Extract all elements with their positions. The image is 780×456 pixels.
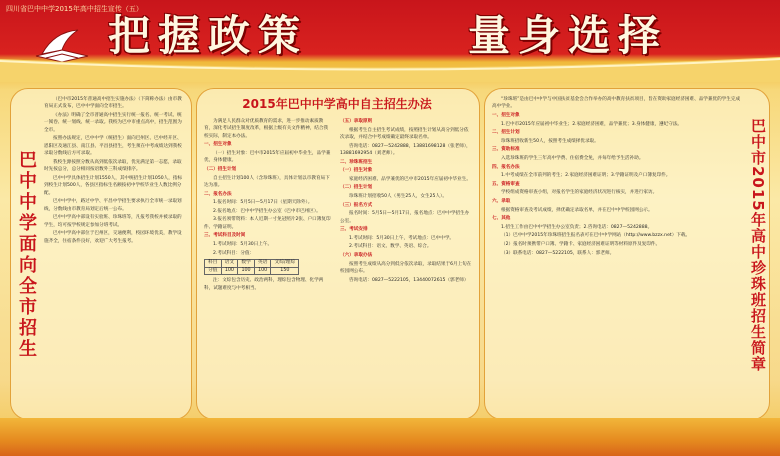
section-heading: （五）录取原则 — [340, 119, 373, 124]
paragraph: 自主招生计划100人（含珍珠班），具体计划以市教育局下达为准。 — [204, 175, 330, 188]
paragraph: （巴中市2015年普通高中招生实施办法）（下简称办法）由市教育局正式发布，巴中中学面向全市招生。 — [44, 97, 182, 110]
score-table-cell: 100 — [254, 267, 271, 275]
section-heading: 六、录取 — [492, 198, 511, 204]
paragraph: 1.招生工作由巴中中学招生办公室负责；2.咨询电话：0827—5242888。 — [501, 224, 653, 230]
paragraph: 1.中考成绩在全市前列的考生；2.家庭经济困难证明；3.学籍证明及户口簿复印件。 — [501, 173, 671, 179]
section-heading: 三、资助标准 — [492, 147, 520, 153]
paragraph: 家庭经济困难、品学兼优的巴中市2015年应届初中毕业生。 — [349, 176, 471, 182]
score-table-cell: 100 — [221, 267, 238, 275]
section-heading: （二）招生计划 — [204, 167, 237, 172]
score-table-cell: 150 — [271, 267, 299, 275]
paragraph: 按照考生成绩从高分到低分依次录取，录取结果于6月上旬在校园网公布。 — [340, 261, 472, 274]
paragraph: 学校组成资格审查小组，对报名学生的家庭经济状况进行核实，并进行家访。 — [501, 190, 658, 196]
paragraph: 根据资格审查及考试成绩，择优确定录取名单，并在巴中中学校园网公示。 — [501, 207, 653, 213]
paragraph: 巴中中学具体招生计划1550人，其中统招生计划1050人，指标到校生计划500人，各县区指标生名额按初中学校毕业生人数比例分配。 — [44, 175, 183, 196]
score-table-header: 科目 — [205, 259, 222, 267]
paragraph: （2）报名时须携带户口簿、学籍卡、家庭经济困难证明等材料原件及复印件。 — [501, 241, 661, 247]
section-heading: 二、珍珠班招生 — [340, 159, 373, 165]
section-heading: （一）招生对象 — [340, 168, 373, 174]
paragraph: 注：文综包含历史、政治两科，理综包含物理、化学两科，试题难度与中考相当。 — [204, 278, 324, 291]
section-heading: 一、招生对象 — [204, 142, 232, 148]
paragraph: 1.考试时间：5月30日上午，考试地点：巴中中学。 — [349, 235, 455, 241]
bottom-band — [0, 418, 780, 456]
section-heading: （六）录取办法 — [340, 252, 373, 258]
header-topline: 四川省巴中中学2015年高中招生宣传（五） — [6, 5, 143, 13]
section-heading: 四、报名办法 — [492, 164, 520, 170]
paragraph: 1.报名时间：5月5日—5月17日（星期天除外）。 — [213, 200, 313, 206]
paragraph: 珍珠班招收新生50人，按照考生成绩择优录取。 — [501, 138, 599, 144]
left-panel-text — [44, 96, 184, 408]
score-table-header: 文综/理综 — [271, 259, 299, 267]
paragraph: 咨询电话：0827—5222105，13440072615（郭老师） — [349, 277, 469, 283]
score-table-cell: 分值 — [205, 267, 222, 275]
section-heading: 三、考试科目及时间 — [204, 233, 246, 239]
paragraph: 按照办法规定，巴中中学（统招生）面向巴州区、巴中经开区、恩阳区及通江县、南江县、平昌县招生，考生须在中考成绩达到我校录取分数线后方可录取。 — [44, 136, 182, 157]
paragraph: 《办法》明确了全市普通高中招生实行统一报名、统一考试、统一阅卷、统一划线、统一录取。我校为巴中市重点高中，招生范围为全市。 — [44, 113, 182, 133]
section-heading: 二、招生计划 — [492, 130, 520, 136]
section-heading: 七、其他 — [492, 216, 511, 222]
left-panel-title: 巴中中学面向全市招生 — [16, 150, 37, 360]
score-table-header: 数学 — [238, 259, 255, 267]
section-heading: （三）报名方式 — [340, 202, 373, 208]
paragraph: “珍珠班”是由巴中中学与中国扶贫基金会合作举办的高中教育扶贫项目，旨在资助家庭经济困难、品学兼优的学生完成高中学业。 — [492, 97, 741, 110]
paragraph: 2.考试科目：分值： — [213, 250, 255, 256]
score-table-header: 英语 — [254, 259, 271, 267]
score-table-header: 语文 — [221, 259, 238, 267]
paragraph: 咨询电话：0827—5242888，13881698128（张老师），13881692954（刘老师）。 — [340, 143, 471, 156]
section-heading: 一、招生对象 — [492, 113, 520, 118]
paragraph: 报名时间：5月5日—5月17日，报名地点：巴中中学招生办公室。 — [340, 211, 470, 224]
right-panel-title: 巴中市2015年高中珍珠班招生简章 — [749, 118, 767, 372]
section-heading: （二）招生计划 — [340, 185, 373, 191]
header-swoosh — [0, 52, 780, 82]
middle-column-2 — [340, 118, 472, 412]
section-heading: 二、报名办法 — [204, 191, 232, 197]
headline-right: 量身选择 — [468, 11, 669, 60]
paragraph: 根据考生自主招生考试成绩，按照招生计划从高分到低分依次录取，并结合中考成绩确定最终录取名单。 — [340, 127, 469, 140]
paragraph: 巴中中学高中部位于巴州区，交通便利，校园环境优美，教学设施齐全，住宿条件良好，欢迎广大考生报考。 — [44, 231, 182, 244]
paragraph: （一）招生对象：巴中市2015年应届初中毕业生，品学兼优，身体健康。 — [204, 151, 331, 164]
paragraph: （1）巴中中学2015年珍珠班招生报名表可在巴中中学网站（http://www.bzzx.net）下载。 — [501, 233, 691, 239]
score-table-cell: 100 — [238, 267, 255, 275]
paragraph: 1.巴中市2015年应届初中毕业生；2.家庭经济困难，品学兼优；3.身体健康，遵纪守法。 — [501, 121, 683, 127]
paragraph: 2.考试科目：语文、数学、英语、综合。 — [349, 244, 432, 250]
paragraph: 巴中中学中，路过中学、平昌中学招生要求执行全市统一录取划线，分数线由市教育局划定后统一公布。 — [44, 199, 182, 212]
middle-column-1 — [204, 118, 332, 412]
score-table — [204, 259, 299, 275]
paragraph: 2.报名地点：巴中中学招生办公室（巴中市巴州区）。 — [213, 208, 321, 214]
section-heading: 五、资格审查 — [492, 181, 520, 187]
paragraph: 1.考试时间：5月30日上午。 — [213, 241, 273, 247]
paragraph: （3）联系电话：0827—5222105，联系人：郭老师。 — [501, 250, 615, 256]
paragraph: 入选珍珠班的学生三年高中学费、住宿费全免，并每年给予生活补助。 — [501, 155, 644, 161]
paragraph: 巴中中学高中部设有实验班、珍珠班等，凡报考我校并被录取的学生，均可按学校规定参加分班考试。 — [44, 215, 182, 228]
paragraph: 3.报名须带资料：本人近期一寸免冠照片2张、户口簿复印件、学籍证明。 — [204, 217, 331, 230]
middle-panel-title: 2015年巴中中学高中自主招生办法 — [242, 97, 432, 111]
paragraph: 为满足人民群众对优质教育的需求，进一步推动素质教育，深化考试招生制度改革，根据上级有关文件精神，结合我校实际，制定本办法。 — [204, 119, 329, 139]
right-panel-text — [492, 96, 742, 412]
paragraph: 我校生源按照分数从高到低依次录取，优先满足第一志愿，录取时先按总分，总分相同按语数外三科成绩排序。 — [44, 159, 182, 173]
headline-left: 把握政策 — [108, 11, 309, 60]
section-heading: 三、考试安排 — [340, 227, 368, 233]
paragraph: 珍珠班计划招收50人（男生25人，女生25人）。 — [349, 193, 447, 199]
